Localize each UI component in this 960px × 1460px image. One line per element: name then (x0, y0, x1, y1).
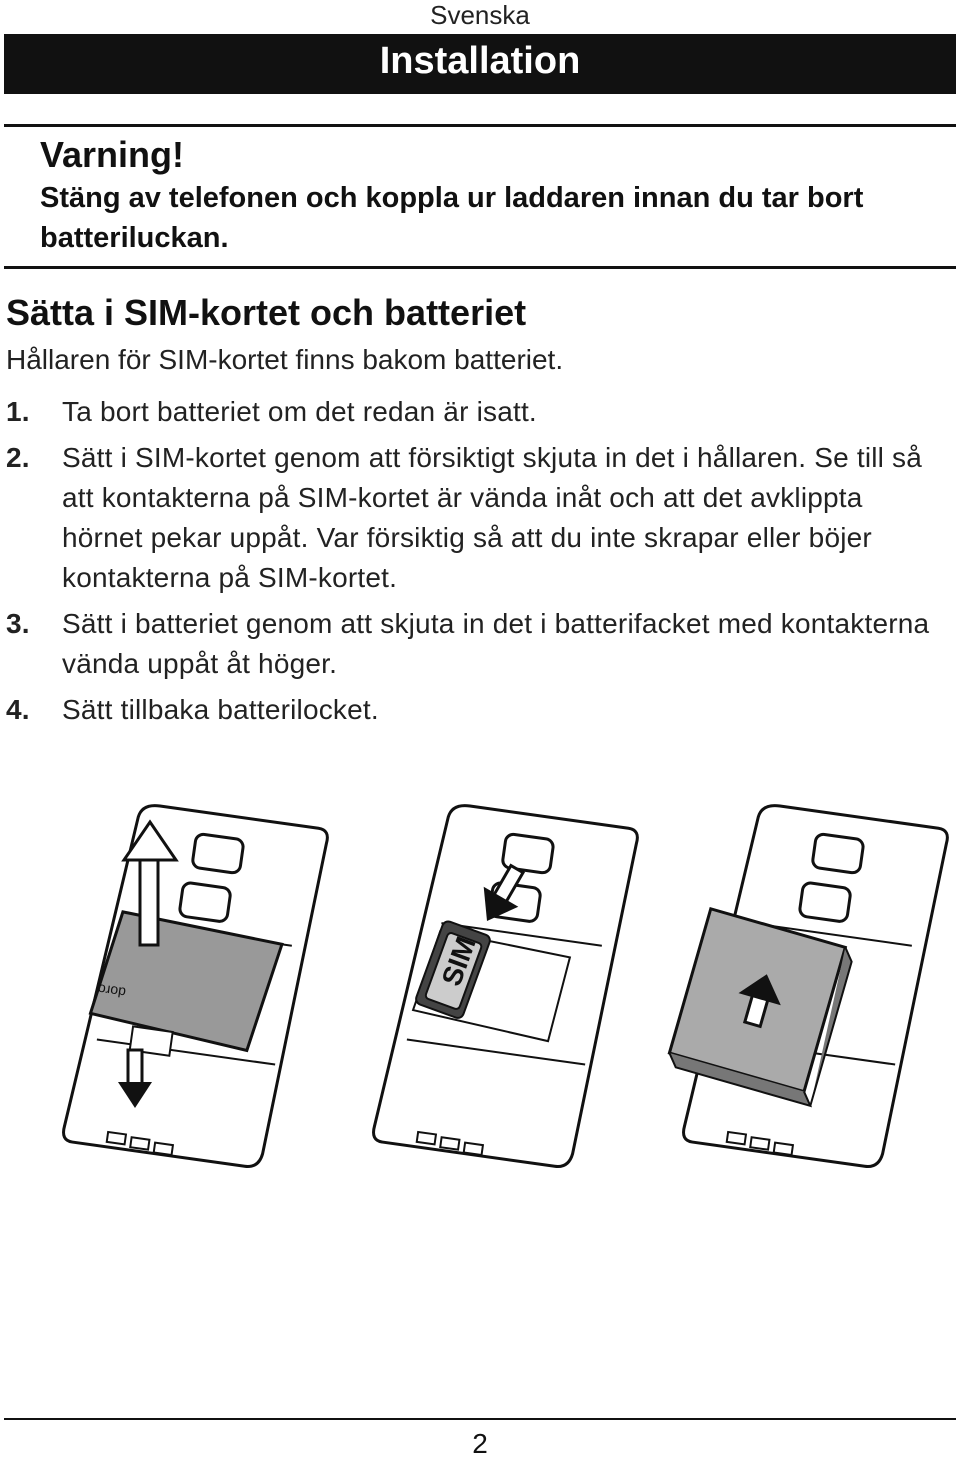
section-intro: Hållaren för SIM-kortet finns bakom batteriet. (6, 344, 564, 375)
page-title: Installation (379, 40, 581, 82)
step-number: 1. (6, 396, 30, 427)
step-text: Sätt i SIM-kortet genom att försiktigt skjuta in det i hållaren. Se till så att kontakterna på SIM-kortet är vända inåt och att det avklippta hörnet pekar uppåt. Var försiktig så att du inte skrapar eller böjer kontakterna på SIM-kortet. (62, 442, 923, 593)
title-bar (4, 34, 956, 94)
step-text: Ta bort batteriet om det redan är isatt. (62, 396, 537, 427)
step-text: Sätt tillbaka batterilocket. (62, 694, 379, 725)
step-list (6, 392, 946, 736)
language-label: Svenska (430, 0, 530, 30)
step-item (6, 438, 946, 598)
page-number: 2 (472, 1428, 488, 1459)
divider-top (4, 124, 956, 127)
step-item (6, 690, 946, 730)
divider-warning (4, 266, 956, 269)
battery-brand-label: doro (96, 981, 127, 1001)
step-text: Sätt i batteriet genom att skjuta in det i batterifacket med kontakterna vända uppåt åt höger. (62, 608, 930, 679)
sim-label: SIM (435, 932, 482, 990)
step-item (6, 392, 946, 432)
installation-illustration (0, 780, 960, 1200)
step-item (6, 604, 946, 684)
footer-divider (4, 1418, 956, 1420)
phone-step-2 (372, 799, 638, 1171)
warning-title: Varning! (40, 134, 185, 175)
section-title: Sätta i SIM-kortet och batteriet (6, 292, 527, 333)
warning-text: Stäng av telefonen och koppla ur laddaren innan du tar bort batteriluckan. (40, 182, 864, 254)
phone-step-1 (62, 799, 328, 1171)
step-number: 2. (6, 442, 30, 473)
step-number: 3. (6, 608, 30, 639)
step-number: 4. (6, 694, 30, 725)
